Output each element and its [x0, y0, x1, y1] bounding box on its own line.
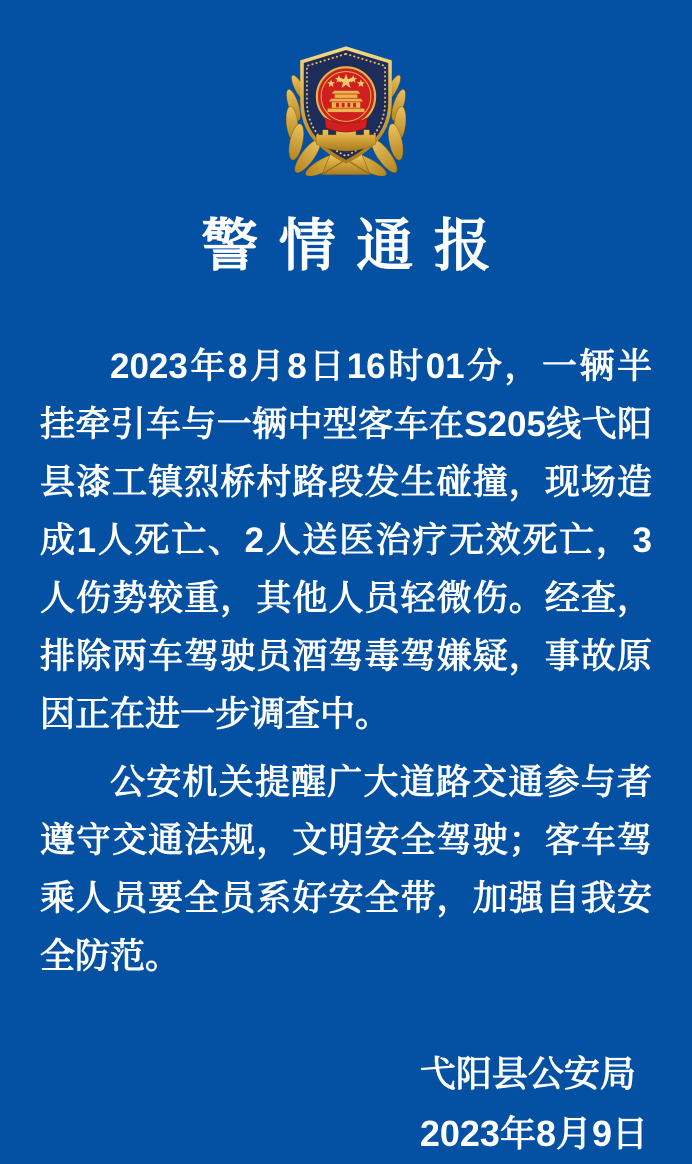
issue-date: 2023年8月9日 [419, 1113, 648, 1154]
police-emblem [0, 34, 692, 176]
notice-body [0, 338, 692, 986]
notice-title: 警情通报 [201, 214, 512, 278]
signature-block [0, 1044, 692, 1164]
police-badge-icon [275, 34, 417, 176]
paragraph-accident-details: 2023年8月8日16时01分，一辆半挂牵引车与一辆中型客车在S205线弋阳县漆工镇烈桥村路段发生碰撞，现场造成1人死亡、2人送医治疗无效死亡，3人伤势较重，其他人员轻微伤。经查，排除两车驾驶员酒驾毒驾嫌疑，事故原因正在进一步调查中。 [40, 347, 652, 734]
issuing-agency: 弋阳县公安局 [419, 1053, 636, 1094]
paragraph-safety-reminder: 公安机关提醒广大道路交通参与者遵守交通法规，文明安全驾驶；客车驾乘人员要全员系好安全带，加强自我安全防范。 [40, 763, 652, 976]
